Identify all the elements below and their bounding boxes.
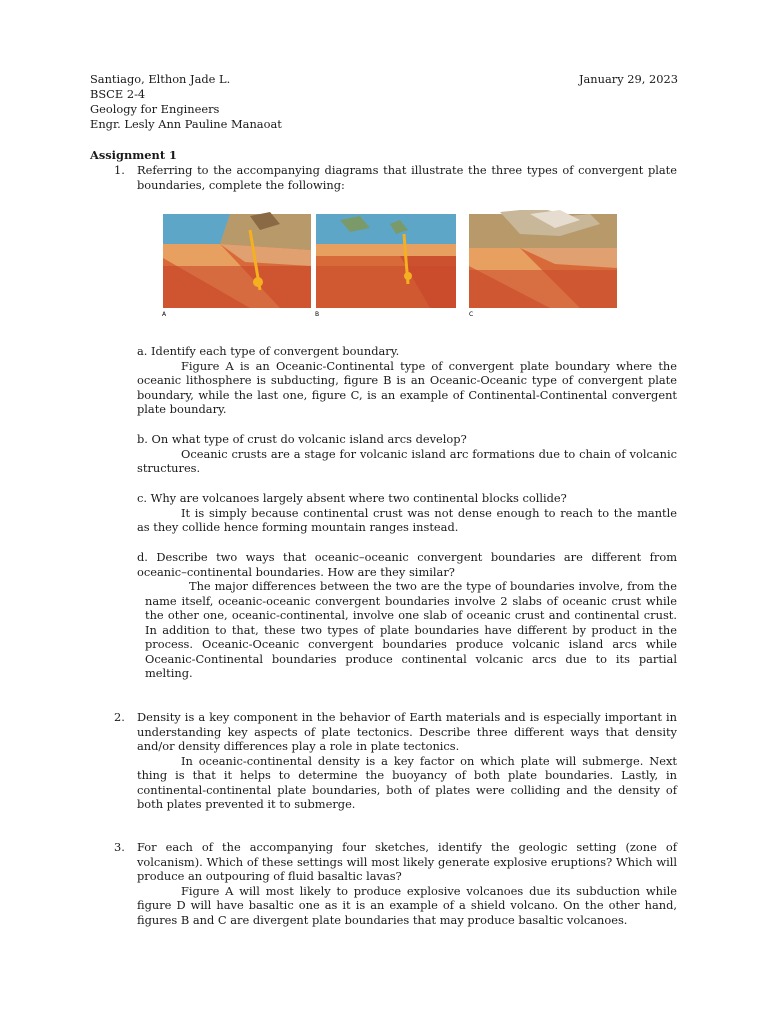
course-name: Geology for Engineers: [90, 102, 220, 116]
instructor-name: Engr. Lesly Ann Pauline Manaoat: [90, 117, 282, 131]
q1d: [137, 550, 677, 681]
q1a-answer: Figure A is an Oceanic-Continental type of convergent plate boundary where the oceanic lithosphere is subducting, figure B is an Oceanic-Oceanic type of convergent plate boundary, while the last one, figure C, is an example of Continental-Continental convergent plate boundary.: [137, 358, 677, 416]
q1-number: 1.: [114, 163, 125, 177]
figure-label-a: A: [162, 311, 167, 318]
q1d-question: d. Describe two ways that oceanic–oceanic convergent boundaries are different from oceanic–continental boundaries. How are they similar?: [137, 550, 677, 579]
figure-label-b: B: [315, 311, 320, 318]
q2: [137, 710, 677, 812]
q1b-answer: Oceanic crusts are a stage for volcanic island arc formations due to chain of volcanic structures.: [137, 446, 677, 475]
q2-prompt: Density is a key component in the behavior of Earth materials and is especially important in understanding key aspects of plate tectonics. Describe three different ways that density and/or density differences play a role in plate tectonics.: [137, 710, 677, 753]
q1a: [137, 344, 677, 417]
q3-number: 3.: [114, 840, 125, 854]
q1c-answer: It is simply because continental crust was not dense enough to reach to the mantle as they collide hence forming mountain ranges instead.: [137, 505, 677, 534]
figure-a-diagram: [163, 212, 311, 308]
q1c: [137, 491, 677, 535]
q3-answer: Figure A will most likely to produce explosive volcanoes due its subduction while figure D will have basaltic one as it is an example of a shield volcano. On the other hand, figures B and C are divergent plate boundaries that may produce basaltic volcanoes.: [137, 883, 677, 927]
q1b-question: b. On what type of crust do volcanic island arcs develop?: [137, 432, 467, 446]
document-date: January 29, 2023: [578, 72, 678, 86]
figure-label-c: C: [469, 311, 474, 318]
q1d-answer: The major differences between the two are the type of boundaries involve, from the name itself, oceanic-oceanic convergent boundaries involve 2 slabs of oceanic crust while the other one, oceanic-continental, involve one slab of oceanic crust and continental crust. In addition to that, these two types of plate boundaries have different by product in the process. Oceanic-Oceanic convergent boundaries produce volcanic island arcs while Oceanic-Continental boundaries produce continental volcanic arcs due to its partial melting.: [145, 579, 677, 680]
assignment-title: Assignment 1: [90, 148, 177, 162]
q1b: [137, 432, 677, 476]
q2-number: 2.: [114, 710, 125, 724]
q1a-question: a. Identify each type of convergent boundary.: [137, 344, 400, 358]
student-name: Santiago, Elthon Jade L.: [90, 72, 231, 86]
figure-b-diagram: [316, 214, 456, 308]
q2-answer: In oceanic-continental density is a key factor on which plate will submerge. Next thing is that it helps to determine the buoyancy of both plate boundaries. Lastly, in continental-continental plate boundaries, both of plates were colliding and the density of both plates prevented it to submerge.: [137, 753, 677, 811]
q3-prompt: For each of the accompanying four sketches, identify the geologic setting (zone of volcanism). Which of these settings will most likely generate explosive eruptions? Which will produce an outpouring of fluid basaltic lavas?: [137, 840, 677, 883]
q3: [137, 840, 677, 927]
section: BSCE 2-4: [90, 87, 146, 101]
convergent-boundary-figures: [160, 210, 620, 320]
q1c-question: c. Why are volcanoes largely absent where two continental blocks collide?: [137, 491, 567, 505]
q1-prompt: Referring to the accompanying diagrams that illustrate the three types of convergent plate boundaries, complete the following:: [137, 163, 677, 192]
figure-c-diagram: [469, 210, 617, 308]
